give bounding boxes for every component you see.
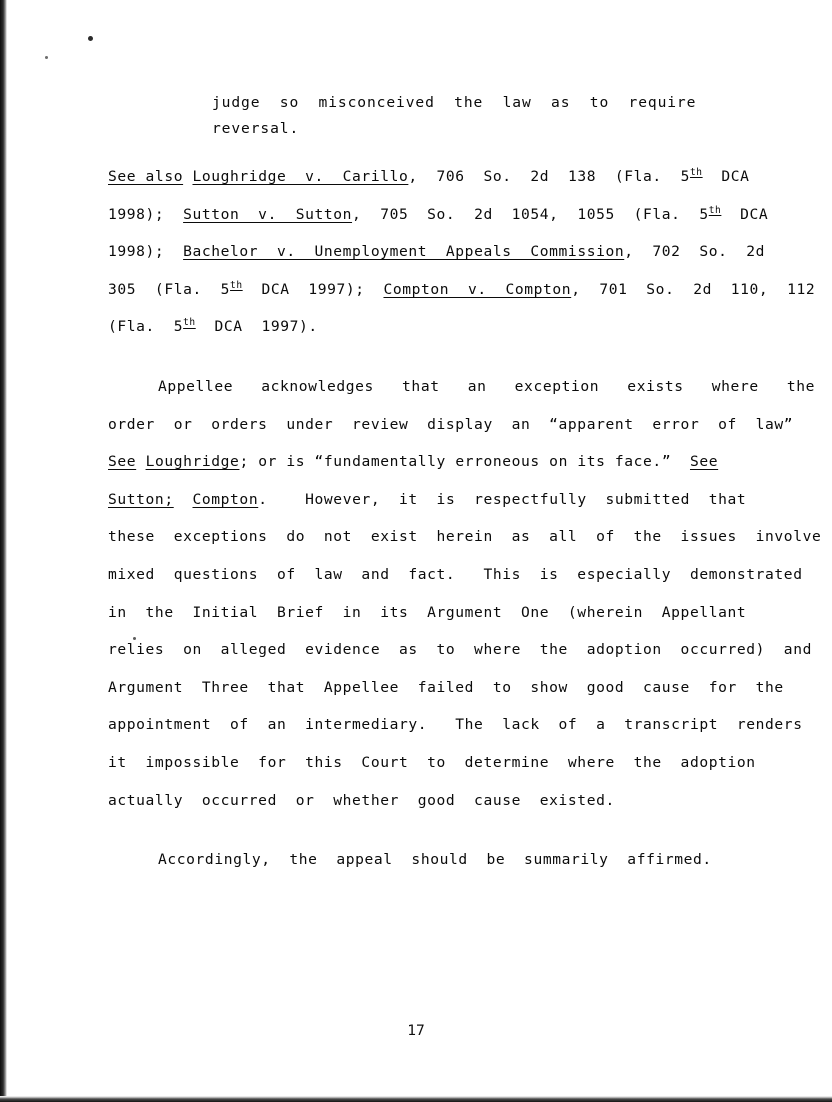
text-run: ; or is “fundamentally erroneous on its face.” xyxy=(239,453,690,471)
scan-edge-bottom xyxy=(0,1096,832,1102)
case-name: Sutton; xyxy=(108,490,174,508)
body-line xyxy=(108,556,803,594)
body-line xyxy=(108,518,822,556)
text-run: actually occurred or whether good cause existed. xyxy=(108,791,615,809)
case-name: Compton xyxy=(192,490,259,508)
scan-speck xyxy=(88,36,93,41)
text-run: , 706 So. 2d 138 (Fla. 5 xyxy=(408,168,690,185)
text-run: 1998); xyxy=(108,205,184,223)
text-run: Accordingly, the appeal should be summarily affirmed. xyxy=(158,851,712,869)
closing-paragraph xyxy=(108,841,770,879)
text-run: it impossible for this Court to determine where the adoption xyxy=(108,753,756,771)
text-run: DCA 1997); xyxy=(242,280,384,298)
quote-line: reversal. xyxy=(212,120,300,137)
body-line xyxy=(108,669,784,707)
ordinal-superscript: th xyxy=(708,204,722,216)
body-line xyxy=(108,631,812,669)
case-name: Sutton v. Sutton xyxy=(183,205,353,223)
scan-speck xyxy=(45,56,48,59)
text-run: DCA xyxy=(721,205,769,223)
text-run: Appellee acknowledges that an exception exists where the xyxy=(158,377,816,395)
body-line xyxy=(108,406,794,444)
body-line xyxy=(108,481,770,519)
body-line xyxy=(108,782,770,820)
body-line xyxy=(108,443,770,481)
text-run: (Fla. 5 xyxy=(108,318,184,336)
case-name: Loughridge v. Carillo xyxy=(192,168,409,185)
citation-line xyxy=(108,308,770,346)
case-name: Bachelor v. Unemployment Appeals Commission xyxy=(183,243,625,261)
text-run: 305 (Fla. 5 xyxy=(108,280,231,298)
body-line xyxy=(108,368,816,406)
text-run: 1998); xyxy=(108,243,184,261)
body-line xyxy=(108,841,770,879)
text-run: DCA 1997). xyxy=(195,318,318,336)
text-run: . However, it is respectfully submitted that xyxy=(258,490,747,508)
page-number: 17 xyxy=(407,1022,425,1039)
text-run: Argument Three that Appellee failed to show good cause for the xyxy=(108,678,784,696)
scan-edge-left xyxy=(0,0,7,1102)
ordinal-superscript: th xyxy=(689,167,703,179)
ordinal-superscript: th xyxy=(230,279,243,291)
text-run: appointment of an intermediary. The lack of a transcript renders xyxy=(108,716,803,734)
text-run xyxy=(174,491,193,508)
citation-line xyxy=(108,233,770,271)
citation-list xyxy=(108,158,816,346)
text-run: in the Initial Brief in its Argument One (wherein Appellant xyxy=(108,603,747,621)
body-line xyxy=(108,744,770,782)
case-name: Compton v. Compton xyxy=(383,280,572,298)
case-name: See xyxy=(689,453,719,471)
text-run: DCA xyxy=(702,168,750,185)
text-run: order or orders under review display an “apparent error of law” xyxy=(108,415,794,433)
case-name: See also xyxy=(108,168,184,185)
body-paragraph xyxy=(108,368,822,819)
text-run xyxy=(136,453,145,470)
case-name: See xyxy=(108,453,137,471)
ordinal-superscript: th xyxy=(183,317,196,329)
citation-line xyxy=(108,271,816,309)
body-line xyxy=(108,594,770,632)
text-run: relies on alleged evidence as to where the adoption occurred) and xyxy=(108,641,812,659)
citation-line xyxy=(108,196,770,234)
text-run: , 701 So. 2d 110, 112 xyxy=(571,280,816,298)
citation-line xyxy=(108,158,770,196)
quote-line: judge so misconceived the law as to require xyxy=(212,94,697,111)
document-body xyxy=(108,90,822,879)
text-run: these exceptions do not exist herein as all of the issues involve xyxy=(108,528,822,546)
case-name: Loughridge xyxy=(145,453,240,471)
text-run: , 702 So. 2d xyxy=(624,243,766,261)
text-run: , 705 So. 2d 1054, 1055 (Fla. 5 xyxy=(352,205,709,223)
block-quote xyxy=(212,90,770,142)
body-line xyxy=(108,706,803,744)
text-run: mixed questions of law and fact. This is especially demonstrated xyxy=(108,565,803,583)
